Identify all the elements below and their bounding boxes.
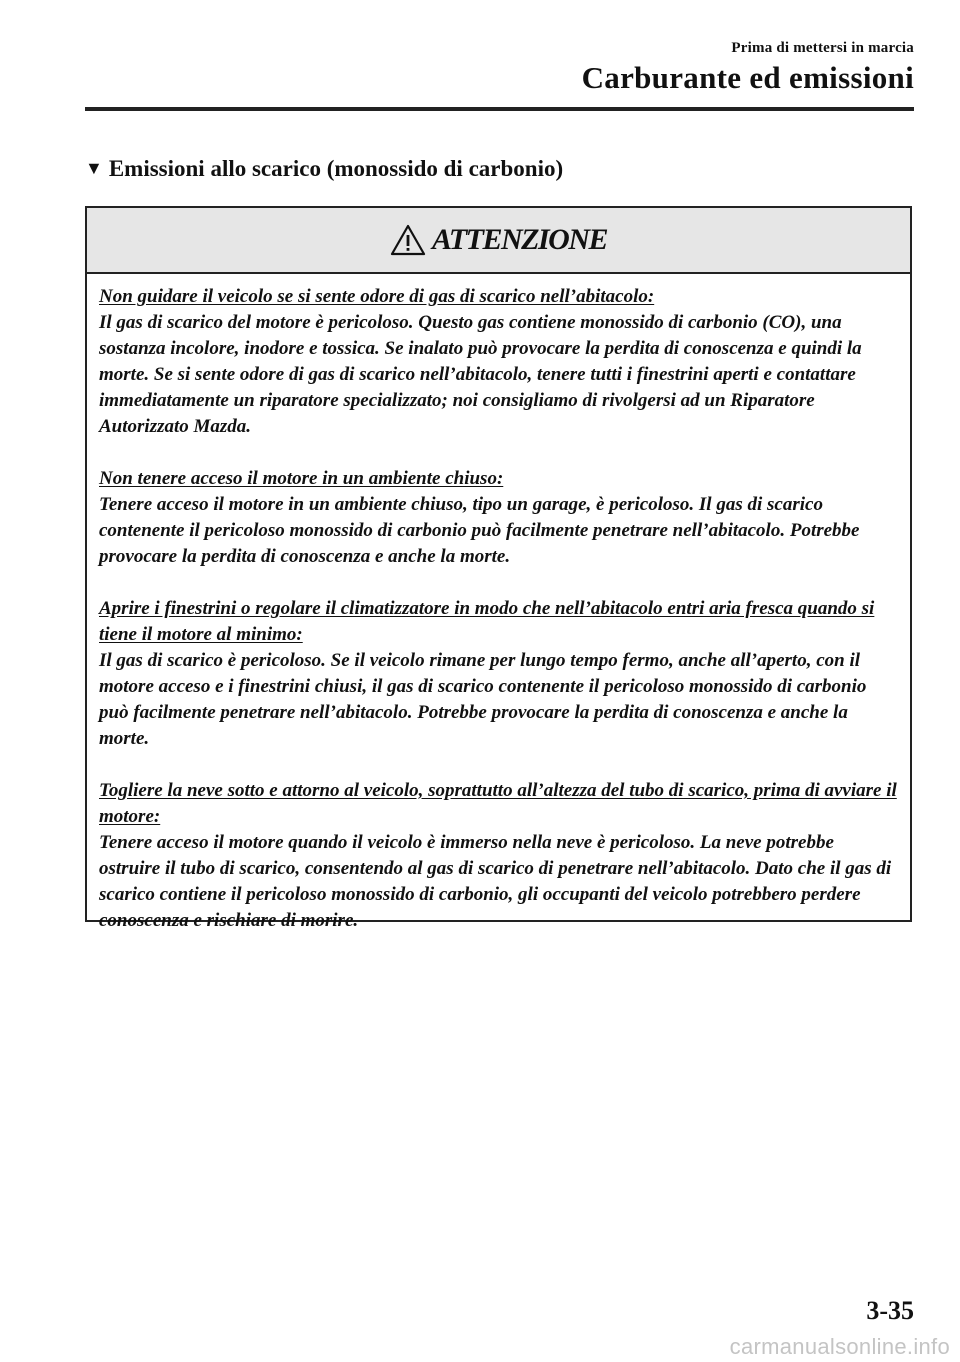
warning-paragraph-title: Togliere la neve sotto e attorno al veicolo, soprattutto all’altezza del tubo di scarico, prima di avviare il motore: [99, 780, 897, 827]
warning-box [85, 206, 912, 931]
watermark: carmanualsonline.info [729, 1334, 950, 1359]
warning-header [87, 208, 910, 274]
triangle-down-icon: ▼ [85, 157, 103, 178]
warning-paragraph-body: Tenere acceso il motore in un ambiente chiuso, tipo un garage, è pericoloso. Il gas di scarico contenente il pericoloso monossido di carbonio può facilmente penetrare nell’abitacolo. Potrebbe provocare la perdita di conoscenza e anche la morte. [99, 494, 860, 567]
warning-triangle-icon [390, 224, 426, 256]
warning-paragraph [99, 596, 898, 752]
warning-paragraph-body: Tenere acceso il motore quando il veicolo è immerso nella neve è pericoloso. La neve potrebbe ostruire il tubo di scarico, consentendo al gas di scarico di penetrare nell’abitacolo. Dato che il gas di scarico contiene il pericoloso monossido di carbonio, gli occupanti del veicolo potrebbero perdere conoscenza e rischiare di morire. [99, 832, 892, 931]
warning-body [87, 274, 910, 934]
warning-paragraph-body: Il gas di scarico del motore è pericoloso. Questo gas contiene monossido di carbonio (CO), una sostanza incolore, inodore e tossica. Se inalato può provocare la perdita di conoscenza e quindi la morte. Se si sente odore di gas di scarico nell’abitacolo, tenere tutti i finestrini aperti e contattare immediatamente un riparatore specializzato; noi consigliamo di rivolgersi ad un Riparatore Autorizzato Mazda. [99, 312, 862, 437]
section-heading-text: Emissioni allo scarico (monossido di carbonio) [108, 156, 564, 181]
header-rule [85, 107, 914, 111]
warning-paragraph-title: Non guidare il veicolo se si sente odore di gas di scarico nell’abitacolo: [99, 286, 655, 307]
warning-paragraph-title: Aprire i finestrini o regolare il climatizzatore in modo che nell’abitacolo entri aria fresca quando si tiene il motore al minimo: [99, 598, 875, 645]
warning-paragraph [99, 778, 898, 934]
header-section-label: Prima di mettersi in marcia [731, 40, 914, 56]
warning-label: ATTENZIONE [431, 223, 608, 256]
page-number: 3-35 [866, 1296, 914, 1325]
warning-paragraph-title: Non tenere acceso il motore in un ambiente chiuso: [99, 468, 504, 489]
warning-paragraph [99, 284, 898, 440]
warning-paragraph [99, 466, 898, 570]
section-heading [85, 156, 563, 182]
warning-paragraph-body: Il gas di scarico è pericoloso. Se il veicolo rimane per lungo tempo fermo, anche all’aperto, con il motore acceso e i finestrini chiusi, il gas di scarico contenente il pericoloso monossido di carbonio può facilmente penetrare nell’abitacolo. Potrebbe provocare la perdita di conoscenza e anche la morte. [99, 650, 867, 749]
header-title: Carburante ed emissioni [581, 60, 914, 95]
